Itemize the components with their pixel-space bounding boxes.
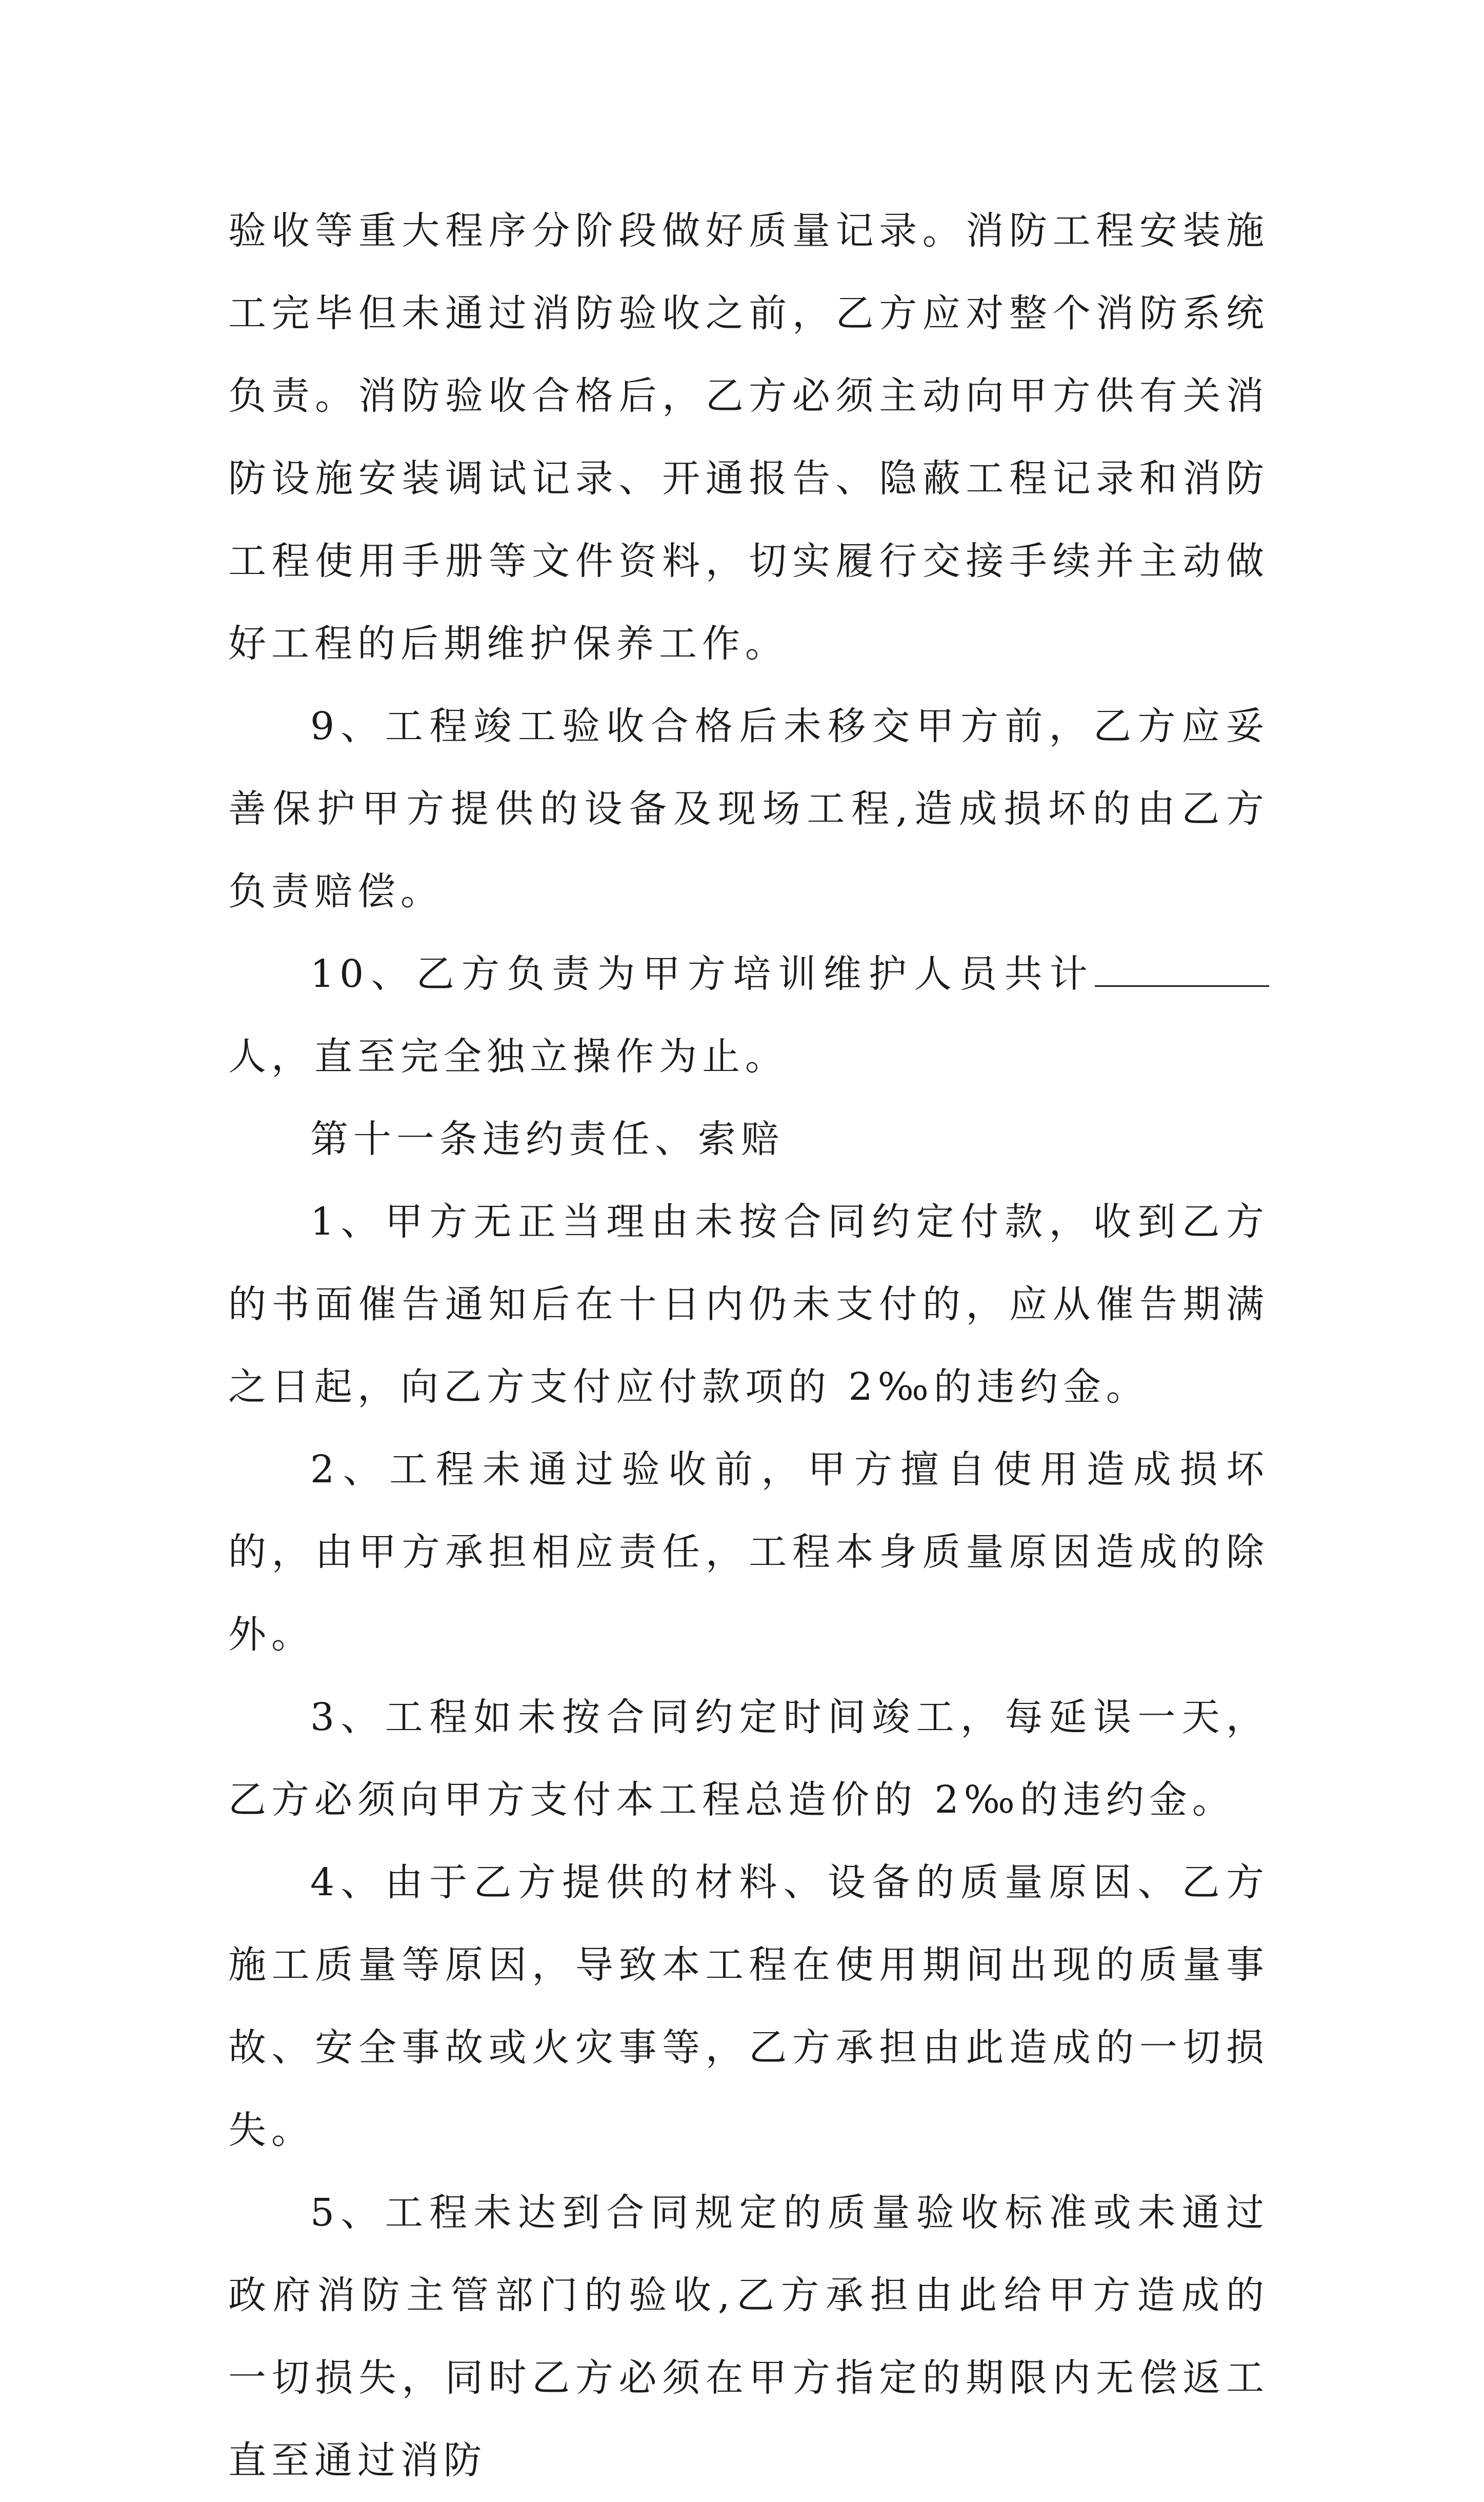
paragraph-continuation: 验收等重大程序分阶段做好质量记录。消防工程安装施工完毕但未通过消防验收之前，乙方应对整个消防系统负责。消防验收合格后，乙方必须主动向甲方供有关消防设施安装调试记录、开通报告、隐蔽工程记录和消防工程使用手册等文件资料，切实履行交接手续并主动做好工程的后期维护保养工作。 xyxy=(228,209,1269,666)
paragraph-item-10 xyxy=(228,933,1269,1098)
paragraph-clause-2: 2、工程未通过验收前，甲方擅自使用造成损坏的，由甲方承担相应责任，工程本身质量原因造成的除外。 xyxy=(228,1447,1269,1657)
item-10-text-before: 10、乙方负责为甲方培训维护人员共计 xyxy=(310,952,1095,996)
paragraph-clause-5: 5、工程未达到合同规定的质量验收标准或未通过政府消防主管部门的验收,乙方承担由此给甲方造成的一切损失，同时乙方必须在甲方指定的期限内无偿返工直至通过消防 xyxy=(228,2191,1269,2483)
paragraph-clause-4: 4、由于乙方提供的材料、设备的质量原因、乙方施工质量等原因，导致本工程在使用期间出现的质量事故、安全事故或火灾事等，乙方承担由此造成的一切损失。 xyxy=(228,1860,1269,2152)
article-11-heading: 第十一条违约责任、索赔 xyxy=(310,1117,784,1161)
fill-in-blank xyxy=(1095,955,1269,987)
paragraph-clause-3: 3、工程如未按合同约定时间竣工，每延误一天，乙方必须向甲方支付本工程总造价的 2‰的违约金。 xyxy=(228,1695,1269,1822)
item-10-text-after: 人，直至完全独立操作为止。 xyxy=(228,1035,788,1079)
paragraph-item-9: 9、工程竣工验收合格后未移交甲方前，乙方应妥善保护甲方提供的设备及现场工程,造成损坏的由乙方负责赔偿。 xyxy=(228,704,1269,914)
paragraph-clause-1: 1、甲方无正当理由未按合同约定付款，收到乙方的书面催告通知后在十日内仍未支付的，应从催告期满之日起，向乙方支付应付款项的 2‰的违约金。 xyxy=(228,1200,1269,1409)
document-body xyxy=(228,190,1269,2502)
